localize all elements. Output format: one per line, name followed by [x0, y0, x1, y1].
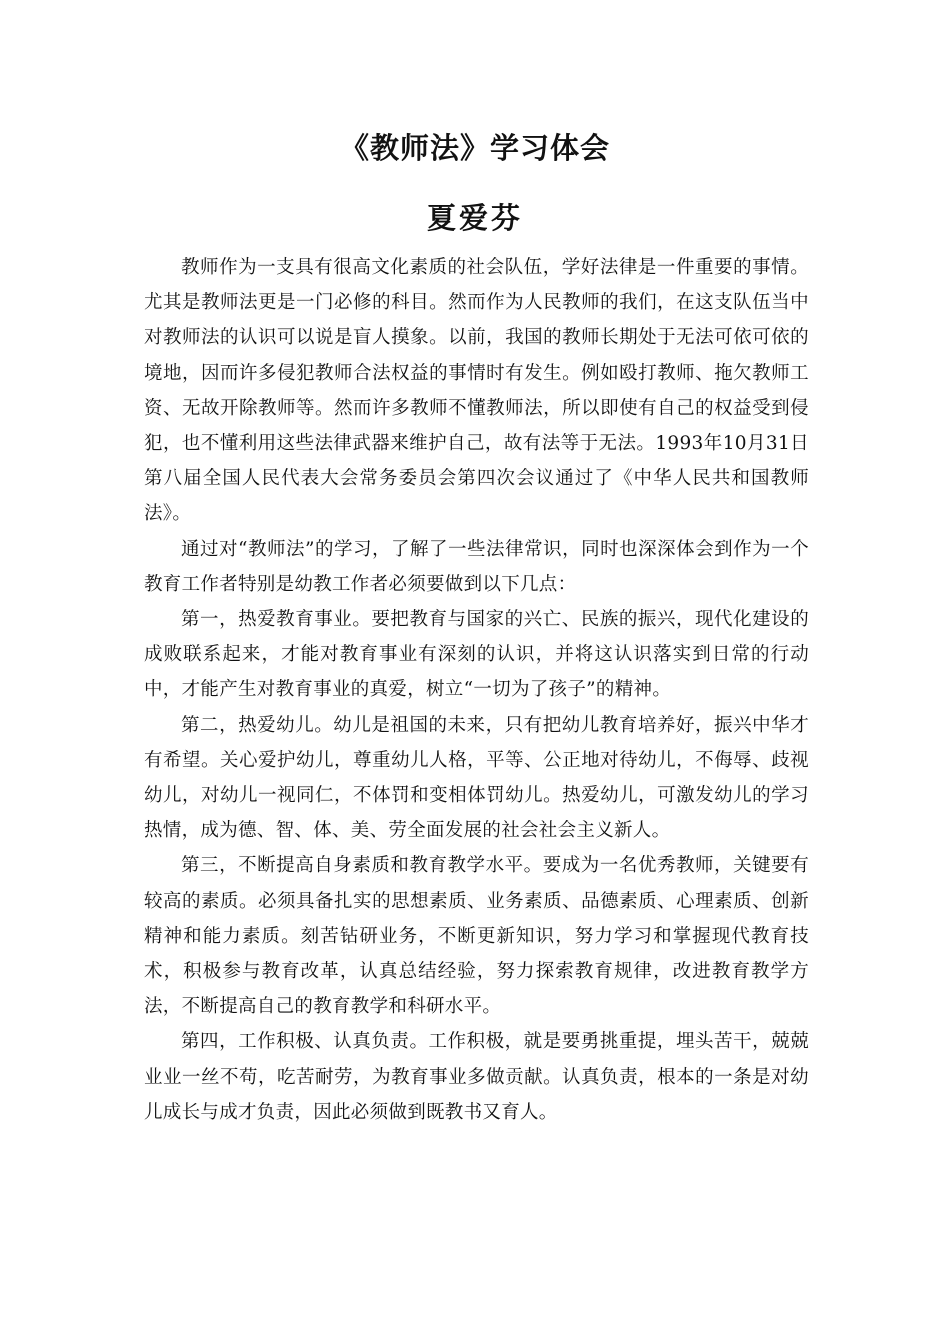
- paragraph-point-2: 第二，热爱幼儿。幼儿是祖国的未来，只有把幼儿教育培养好，振兴中华才有希望。关心爱护幼儿，尊重幼儿人格，平等、公正地对待幼儿，不侮辱、歧视幼儿，对幼儿一视同仁，不体罚和变相体罚幼儿。热爱幼儿，可激发幼儿的学习热情，成为德、智、体、美、劳全面发展的社会社会主义新人。: [144, 714, 809, 842]
- paragraph-point-3: 第三，不断提高自身素质和教育教学水平。要成为一名优秀教师，关键要有较高的素质。必须具备扎实的思想素质、业务素质、品德素质、心理素质、创新精神和能力素质。刻苦钻研业务，不断更新知识，努力学习和掌握现代教育技术，积极参与教育改革，认真总结经验，努力探索教育规律，改进教育教学方法，不断提高自己的教育教学和科研水平。: [144, 855, 809, 1018]
- document-title: 《教师法》学习体会: [339, 131, 610, 165]
- paragraph-summary: 通过对“教师法”的学习，了解了一些法律常识，同时也深深体会到作为一个教育工作者特别是幼教工作者必须要做到以下几点：: [144, 538, 809, 595]
- document-body: [144, 250, 809, 1130]
- paragraph-point-1: 第一，热爱教育事业。要把教育与国家的兴亡、民族的振兴，现代化建设的成败联系起来，才能对教育事业有深刻的认识，并将这认识落实到日常的行动中，才能产生对教育事业的真爱，树立“一切为了孩子”的精神。: [144, 609, 809, 701]
- document-author: 夏爱芬: [426, 201, 523, 235]
- paragraph-point-4: 第四，工作积极、认真负责。工作积极，就是要勇挑重提，埋头苦干，兢兢业业一丝不苟，吃苦耐劳，为教育事业多做贡献。认真负责，根本的一条是对幼儿成长与成才负责，因此必须做到既教书又育人。: [144, 1031, 809, 1123]
- paragraph-intro: 教师作为一支具有很高文化素质的社会队伍，学好法律是一件重要的事情。尤其是教师法更是一门必修的科目。然而作为人民教师的我们，在这支队伍当中对教师法的认识可以说是盲人摸象。以前，我国的教师长期处于无法可依可依的境地，因而许多侵犯教师合法权益的事情时有发生。例如殴打教师、拖欠教师工资、无故开除教师等。然而许多教师不懂教师法，所以即使有自己的权益受到侵犯，也不懂利用这些法律武器来维护自己，故有法等于无法。1993年10月31日第八届全国人民代表大会常务委员会第四次会议通过了《中华人民共和国教师法》。: [144, 257, 809, 525]
